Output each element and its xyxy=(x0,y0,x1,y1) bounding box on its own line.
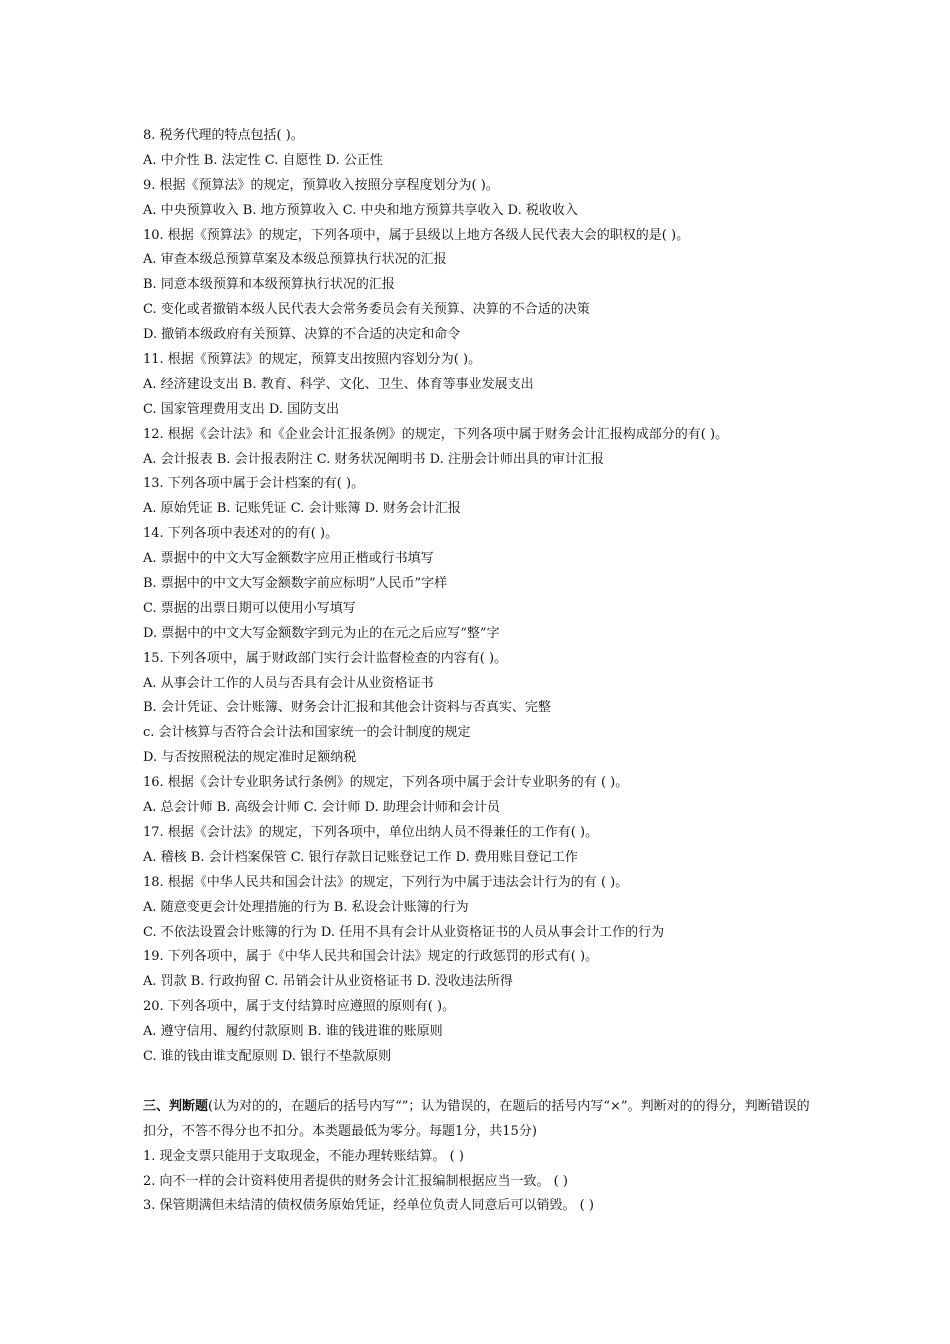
text-line: 11. 根据《预算法》的规定，预算支出按照内容划分为( )。 xyxy=(143,352,482,368)
text-line: A. 稽核 B. 会计档案保管 C. 银行存款日记账登记工作 D. 费用账目登记工作 xyxy=(143,849,578,865)
text-line: 10. 根据《预算法》的规定，下列各项中，属于县级以上地方各级人民代表大会的职权的是( )。 xyxy=(143,227,690,243)
text-line: A. 经济建设支出 B. 教育、科学、文化、卫生、体育等事业发展支出 xyxy=(143,376,534,392)
text-line: c. 会计核算与否符合会计法和国家统一的会计制度的规定 xyxy=(143,725,471,741)
text-line: 14. 下列各项中表述对的的有( )。 xyxy=(143,526,339,542)
section-3-instructions: (认为对的的，在题后的括号内写“”；认为错误的，在题后的括号内写“×”。判断对的的得分，判断错误的扣分，不答不得分也不扣分。本类题最低为零分。每题1分，共15分) xyxy=(143,1098,810,1139)
text-line: 1. 现金支票只能用于支取现金，不能办理转账结算。 ( ) xyxy=(143,1148,464,1164)
text-line: D. 与否按照税法的规定准时足额纳税 xyxy=(143,750,357,766)
text-line: C. 国家管理费用支出 D. 国防支出 xyxy=(143,401,340,417)
text-line: C. 谁的钱由谁支配原则 D. 银行不垫款原则 xyxy=(143,1048,392,1064)
text-line: A. 遵守信用、履约付款原则 B. 谁的钱进谁的账原则 xyxy=(143,1024,443,1040)
text-line: 19. 下列各项中，属于《中华人民共和国会计法》规定的行政惩罚的形式有( )。 xyxy=(143,949,599,965)
text-line: B. 会计凭证、会计账簿、财务会计汇报和其他会计资料与否真实、完整 xyxy=(143,700,551,716)
text-line: 2. 向不一样的会计资料使用者提供的财务会计汇报编制根据应当一致。 ( ) xyxy=(143,1173,568,1189)
text-line: C. 票据的出票日期可以使用小写填写 xyxy=(143,600,356,616)
section-3-header xyxy=(143,1095,815,1145)
multiple-choice-questions xyxy=(143,124,823,1070)
text-line: 16. 根据《会计专业职务试行条例》的规定，下列各项中属于会计专业职务的有 ( )。 xyxy=(143,775,629,791)
text-line: B. 票据中的中文大写金额数字前应标明“人民币”字样 xyxy=(143,576,448,592)
section-gap xyxy=(143,1070,823,1095)
true-false-questions xyxy=(143,1145,823,1220)
text-line: A. 中央预算收入 B. 地方预算收入 C. 中央和地方预算共享收入 D. 税收收入 xyxy=(143,202,578,218)
document-page xyxy=(143,124,823,1219)
text-line: A. 总会计师 B. 高级会计师 C. 会计师 D. 助理会计师和会计员 xyxy=(143,800,500,816)
text-line: A. 审查本级总预算草案及本级总预算执行状况的汇报 xyxy=(143,252,447,268)
text-line: 18. 根据《中华人民共和国会计法》的规定，下列行为中属于违法会计行为的有 ( )。 xyxy=(143,874,629,890)
text-line: A. 会计报表 B. 会计报表附注 C. 财务状况阐明书 D. 注册会计师出具的审计汇报 xyxy=(143,451,604,467)
text-line: A. 罚款 B. 行政拘留 C. 吊销会计从业资格证书 D. 没收违法所得 xyxy=(143,974,513,990)
text-line: 9. 根据《预算法》的规定，预算收入按照分享程度划分为( )。 xyxy=(143,177,499,193)
text-line: B. 同意本级预算和本级预算执行状况的汇报 xyxy=(143,277,395,293)
text-line: 13. 下列各项中属于会计档案的有( )。 xyxy=(143,476,365,492)
text-line: A. 从事会计工作的人员与否具有会计从业资格证书 xyxy=(143,675,434,691)
text-line: C. 变化或者撤销本级人民代表大会常务委员会有关预算、决算的不合适的决策 xyxy=(143,302,590,318)
text-line: 12. 根据《会计法》和《企业会计汇报条例》的规定，下列各项中属于财务会计汇报构成部分的有( )。 xyxy=(143,426,729,442)
text-line: D. 撤销本级政府有关预算、决算的不合适的决定和命令 xyxy=(143,327,461,343)
section-3-heading: 三、判断题 xyxy=(143,1098,209,1114)
text-line: 3. 保管期满但未结清的债权债务原始凭证，经单位负责人同意后可以销毁。 ( ) xyxy=(143,1198,594,1214)
text-line: 15. 下列各项中，属于财政部门实行会计监督检查的内容有( )。 xyxy=(143,650,508,666)
text-line: A. 票据中的中文大写金额数字应用正楷或行书填写 xyxy=(143,551,434,567)
text-line: C. 不依法设置会计账簿的行为 D. 任用不具有会计从业资格证书的人员从事会计工作的行为 xyxy=(143,924,665,940)
text-line: A. 中介性 B. 法定性 C. 自愿性 D. 公正性 xyxy=(143,152,383,168)
text-line: 8. 税务代理的特点包括( )。 xyxy=(143,128,304,143)
text-line: D. 票据中的中文大写金额数字到元为止的在元之后应写“整”字 xyxy=(143,625,500,641)
text-line: A. 随意变更会计处理措施的行为 B. 私设会计账簿的行为 xyxy=(143,899,469,915)
text-line: A. 原始凭证 B. 记账凭证 C. 会计账簿 D. 财务会计汇报 xyxy=(143,501,461,517)
text-line: 17. 根据《会计法》的规定，下列各项中，单位出纳人员不得兼任的工作有( )。 xyxy=(143,824,599,840)
text-line: 20. 下列各项中，属于支付结算时应遵照的原则有( )。 xyxy=(143,999,456,1015)
